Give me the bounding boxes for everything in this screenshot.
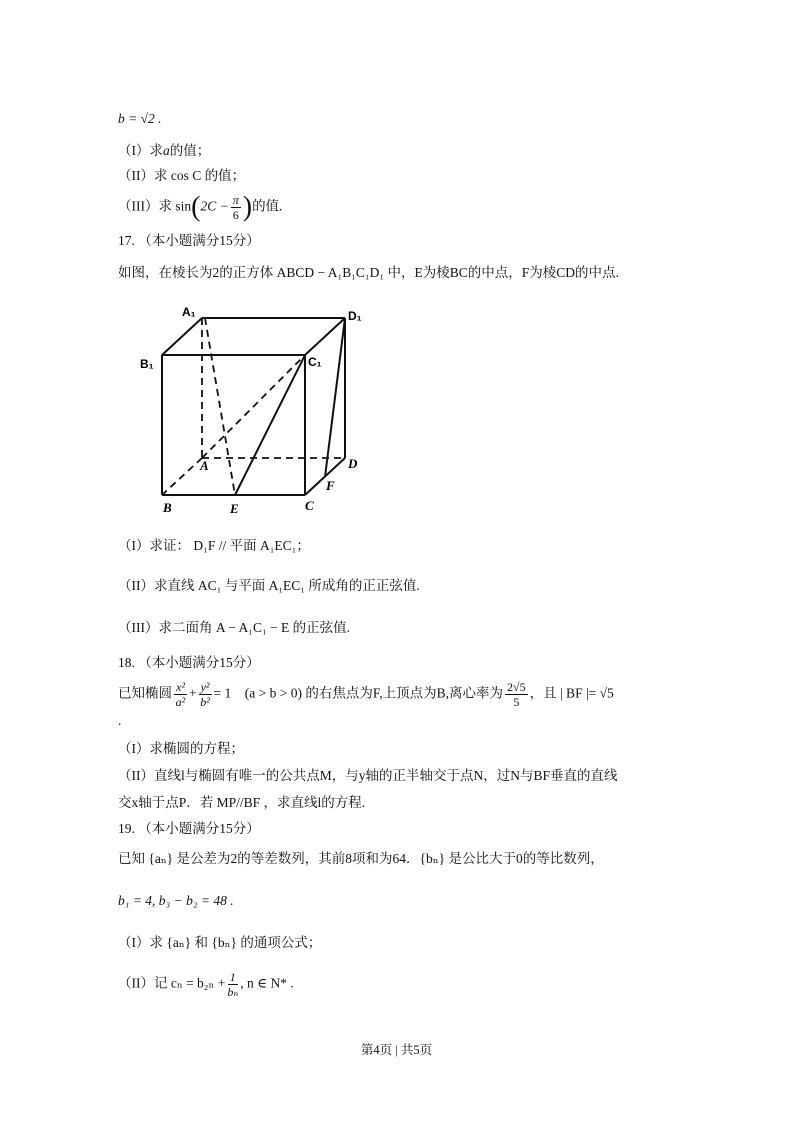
text: （II）求: [118, 168, 171, 183]
q19-stem: 已知 {aₙ} 是公差为2的等差数列，其前8项和为64．{bₙ} 是公比大于0的等比数列，: [118, 851, 604, 866]
page-footer: 第4页 | 共5页: [360, 1043, 433, 1057]
numerator: 1: [229, 970, 236, 984]
text: 的值.: [252, 198, 283, 214]
label-B: B: [163, 500, 172, 515]
numerator: x²: [176, 680, 185, 694]
text: （I）求: [118, 143, 163, 158]
text: （II）记 cₙ = b₂ₙ +: [118, 975, 226, 991]
math: cos C: [170, 168, 202, 183]
label-A: A: [200, 458, 209, 473]
cube-figure: [130, 300, 380, 520]
label-C1: C₁: [308, 355, 322, 369]
label-C: C: [305, 498, 314, 513]
text: 的值；: [169, 143, 211, 158]
q17-part1: （I）求证： D₁F // 平面 A₁EC₁；: [118, 538, 310, 553]
q19-header: 19. （本小题满分15分）: [118, 821, 260, 836]
var: a: [163, 143, 170, 158]
text: , n ∈ N* .: [240, 975, 294, 991]
segment-c1e: [235, 355, 305, 495]
math: sin: [175, 198, 192, 214]
segment-a1e: [205, 318, 235, 495]
segment-d1f: [325, 318, 345, 477]
denominator: a²: [175, 695, 186, 709]
text: ，且 | BF |= √5: [529, 685, 614, 701]
denominator: 6: [232, 208, 239, 222]
q17-header: 17. （本小题满分15分）: [118, 233, 260, 248]
fraction: [505, 680, 528, 709]
numerator: y²: [200, 680, 210, 694]
fraction: [231, 193, 241, 222]
label-A1: A₁: [182, 305, 196, 319]
q19-part2: [118, 970, 294, 999]
label-E: E: [230, 501, 239, 516]
q18-part1: （I）求椭圆的方程；: [118, 741, 244, 756]
segment-ac1: [202, 355, 305, 458]
denominator: b²: [200, 695, 210, 709]
text: 的值；: [201, 168, 246, 183]
label-D1: D₁: [348, 309, 362, 323]
q16-part1: [118, 142, 210, 160]
math: 2C −: [200, 198, 229, 214]
numerator: 2√5: [507, 680, 526, 694]
denominator: 5: [513, 695, 520, 709]
q18-part2: （II）直线l与椭圆有唯一的公共点M，与y轴的正半轴交于点N，过N与BF垂直的直线: [118, 768, 618, 783]
fraction: [174, 680, 187, 709]
q18-header: 18. （本小题满分15分）: [118, 655, 260, 670]
q17-part3: （III）求二面角 A − A₁C₁ − E 的正弦值.: [118, 620, 351, 635]
label-F: F: [326, 478, 335, 493]
q16-part3: （III）求 sin(2C − $\frac{\pi}{6}$ )的值.: [118, 191, 283, 223]
q17-stem: 如图，在棱长为2的正方体 ABCD − A₁B₁C₁D₁ 中，E为棱BC的中点，F为棱CD的中点.: [118, 265, 619, 280]
text: = 1 (a > b > 0) 的右焦点为F,上顶点为B,离心率为: [213, 685, 504, 701]
q16-part2: [118, 167, 245, 185]
label-B1: B₁: [140, 357, 154, 371]
fraction: [199, 680, 212, 709]
text: 已知椭圆: [118, 685, 172, 701]
q19-condition: b₁ = 4, b₃ − b₂ = 48 .: [118, 893, 234, 908]
q19-part1: （I）求 {aₙ} 和 {bₙ} 的通项公式；: [118, 935, 322, 950]
label-D: D: [348, 456, 358, 471]
denominator: bₙ: [227, 985, 239, 999]
fraction: [227, 970, 238, 999]
numerator: π: [232, 193, 239, 207]
q17-part2: （II）求直线 AC₁ 与平面 A₁EC₁ 所成角的正正弦值.: [118, 578, 420, 593]
q16-b-value: b = √2 .: [118, 111, 162, 126]
q18-part2-cont: 交x轴于点P．若 MP//BF ，求直线l的方程.: [118, 795, 366, 810]
hidden-edge: [162, 458, 202, 495]
edge: [162, 318, 202, 355]
q18-stem: 已知椭圆 $\frac{\text{x²}}{\text{a²}}$ + $\frac{\text{y²}}{\text{b²}}$ = 1 (a > b > 0) 的右焦点为F,上顶点为B,离心率为 $\frac{2√5}{5}$ ，且 | BF |= √5: [118, 680, 614, 709]
q18-dot: .: [118, 713, 122, 728]
text: （III）求: [118, 198, 176, 214]
edge: [305, 318, 345, 355]
